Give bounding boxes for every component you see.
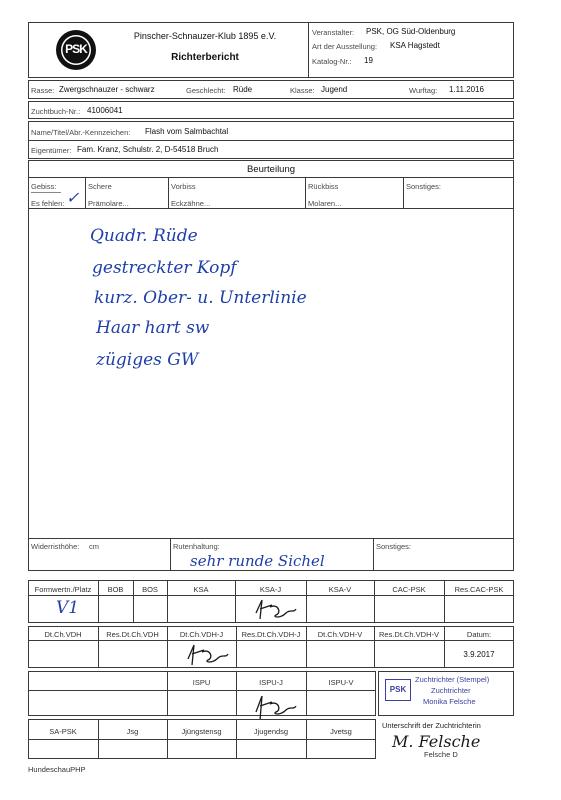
hdr-bos: BOS — [142, 585, 158, 594]
geschlecht-value: Rüde — [233, 85, 253, 94]
hdr-ispu-v: ISPU-V — [328, 678, 354, 687]
hdr-jsg: Jsg — [126, 727, 139, 736]
hdr-jjugendsg: Jjugendsg — [253, 727, 289, 736]
hdr-datum: Datum: — [466, 630, 492, 639]
hdr-cac-psk: CAC-PSK — [392, 585, 426, 594]
hdr-dt-ch-vdh: Dt.Ch.VDH — [44, 630, 82, 639]
hdr-ksa-v: KSA-V — [328, 585, 352, 594]
art-label: Art der Ausstellung: — [312, 42, 378, 51]
veranstalter-label: Veranstalter: — [312, 28, 355, 37]
praemolare-label: Prämolare... — [88, 199, 129, 208]
hdr-res-dt-ch-vdh: Res.Dt.Ch.VDH — [106, 630, 159, 639]
datum-value: 3.9.2017 — [463, 650, 495, 659]
evaluation-line-4: Haar hart sw — [96, 318, 210, 338]
rasse-value: Zwergschnauzer - schwarz — [59, 85, 155, 94]
name-label: Name/Titel/Abr.-Kennzeichen: — [31, 128, 131, 137]
rasse-label: Rasse: — [31, 86, 55, 95]
hdr-sa-psk: SA-PSK — [49, 727, 77, 736]
katalog-label: Katalog-Nr.: — [312, 57, 352, 66]
judge-stamp — [385, 675, 505, 711]
rutenhaltung-label: Rutenhaltung: — [173, 542, 220, 551]
gebiss-label: Gebiss: — [31, 182, 57, 191]
molaren-label: Molaren... — [308, 199, 342, 208]
geschlecht-label: Geschlecht: — [186, 86, 226, 95]
stamp-role: Zuchtrichter — [431, 686, 471, 695]
footer-app-name: HundeschauPHP — [28, 765, 86, 774]
eckzaehne-label: Eckzähne... — [171, 199, 211, 208]
formwert-value: V1 — [56, 598, 80, 618]
zuchtbuch-value: 41006041 — [87, 106, 123, 115]
zuchtbuch-label: Zuchtbuch-Nr.: — [31, 107, 81, 116]
gebiss-checkmark: ✓ — [66, 188, 80, 207]
hdr-formwert: Formwertn./Platz — [34, 585, 92, 594]
schere-label: Schere — [88, 182, 112, 191]
widerrist-unit: cm — [89, 542, 99, 551]
hdr-bob: BOB — [107, 585, 124, 594]
club-logo — [55, 29, 97, 71]
sonstiges2-label: Sonstiges: — [376, 542, 412, 551]
logo-letters: PSK — [65, 42, 87, 56]
wurftag-value: 1.11.2016 — [449, 85, 484, 94]
veranstalter-value: PSK, OG Süd-Oldenburg — [366, 27, 456, 36]
hdr-dt-ch-vdh-j: Dt.Ch.VDH-J — [179, 630, 224, 639]
evaluation-line-1: Quadr. Rüde — [90, 226, 198, 246]
rueckbiss-label: Rückbiss — [308, 182, 339, 191]
hdr-ispu-j: ISPU-J — [259, 678, 283, 687]
evaluation-line-3: kurz. Ober- u. Unterlinie — [94, 288, 307, 308]
hdr-jvetsg: Jvetsg — [330, 727, 352, 736]
katalog-value: 19 — [364, 56, 373, 65]
art-value: KSA Hagstedt — [390, 41, 440, 50]
felsche-text: Felsche D — [424, 750, 458, 759]
wurftag-label: Wurftag: — [409, 86, 438, 95]
hdr-res-cac-psk: Res.CAC-PSK — [454, 585, 504, 594]
klasse-label: Klasse: — [290, 86, 315, 95]
widerrist-label: Widerristhöhe: — [31, 542, 80, 551]
evaluation-line-5: zügiges GW — [96, 350, 199, 370]
vdh-j-initials-mark — [184, 641, 232, 667]
eigentuemer-value: Fam. Kranz, Schulstr. 2, D-54518 Bruch — [77, 145, 219, 154]
doc-title: Richterbericht — [171, 52, 239, 63]
beurteilung-title: Beurteilung — [246, 164, 296, 175]
club-name: Pinscher-Schnauzer-Klub 1895 e.V. — [133, 31, 277, 41]
hdr-ksa-j: KSA-J — [259, 585, 282, 594]
stamp-label: Zuchtrichter (Stempel) — [415, 675, 490, 684]
stamp-name: Monika Felsche — [423, 697, 476, 706]
eigentuemer-label: Eigentümer: — [31, 146, 72, 155]
hdr-dt-ch-vdh-v: Dt.Ch.VDH-V — [317, 630, 363, 639]
stamp-logo-box — [385, 679, 411, 701]
hdr-jjuengstensg: Jjüngstensg — [181, 727, 222, 736]
evaluation-line-2: gestreckter Kopf — [92, 258, 237, 278]
ksa-j-initials-mark — [252, 597, 300, 621]
hdr-res-dt-ch-vdh-v: Res.Dt.Ch.VDH-V — [378, 630, 439, 639]
es-fehlen-label: Es fehlen: — [31, 199, 65, 208]
klasse-value: Jugend — [321, 85, 348, 94]
rutenhaltung-value: sehr runde Sichel — [190, 552, 325, 570]
vorbiss-label: Vorbiss — [171, 182, 196, 191]
hdr-ksa: KSA — [193, 585, 209, 594]
judge-signature: M. Felsche — [392, 732, 481, 751]
hdr-res-dt-ch-vdh-j: Res.Dt.Ch.VDH-J — [241, 630, 301, 639]
ispu-j-initials-mark — [252, 692, 300, 722]
unterschrift-label: Unterschrift der Zuchtrichterin — [382, 721, 481, 730]
hdr-ispu: ISPU — [192, 678, 211, 687]
stamp-logo-letters: PSK — [389, 685, 407, 694]
sonstiges-label: Sonstiges: — [406, 182, 442, 191]
name-value: Flash vom Salmbachtal — [145, 127, 229, 136]
